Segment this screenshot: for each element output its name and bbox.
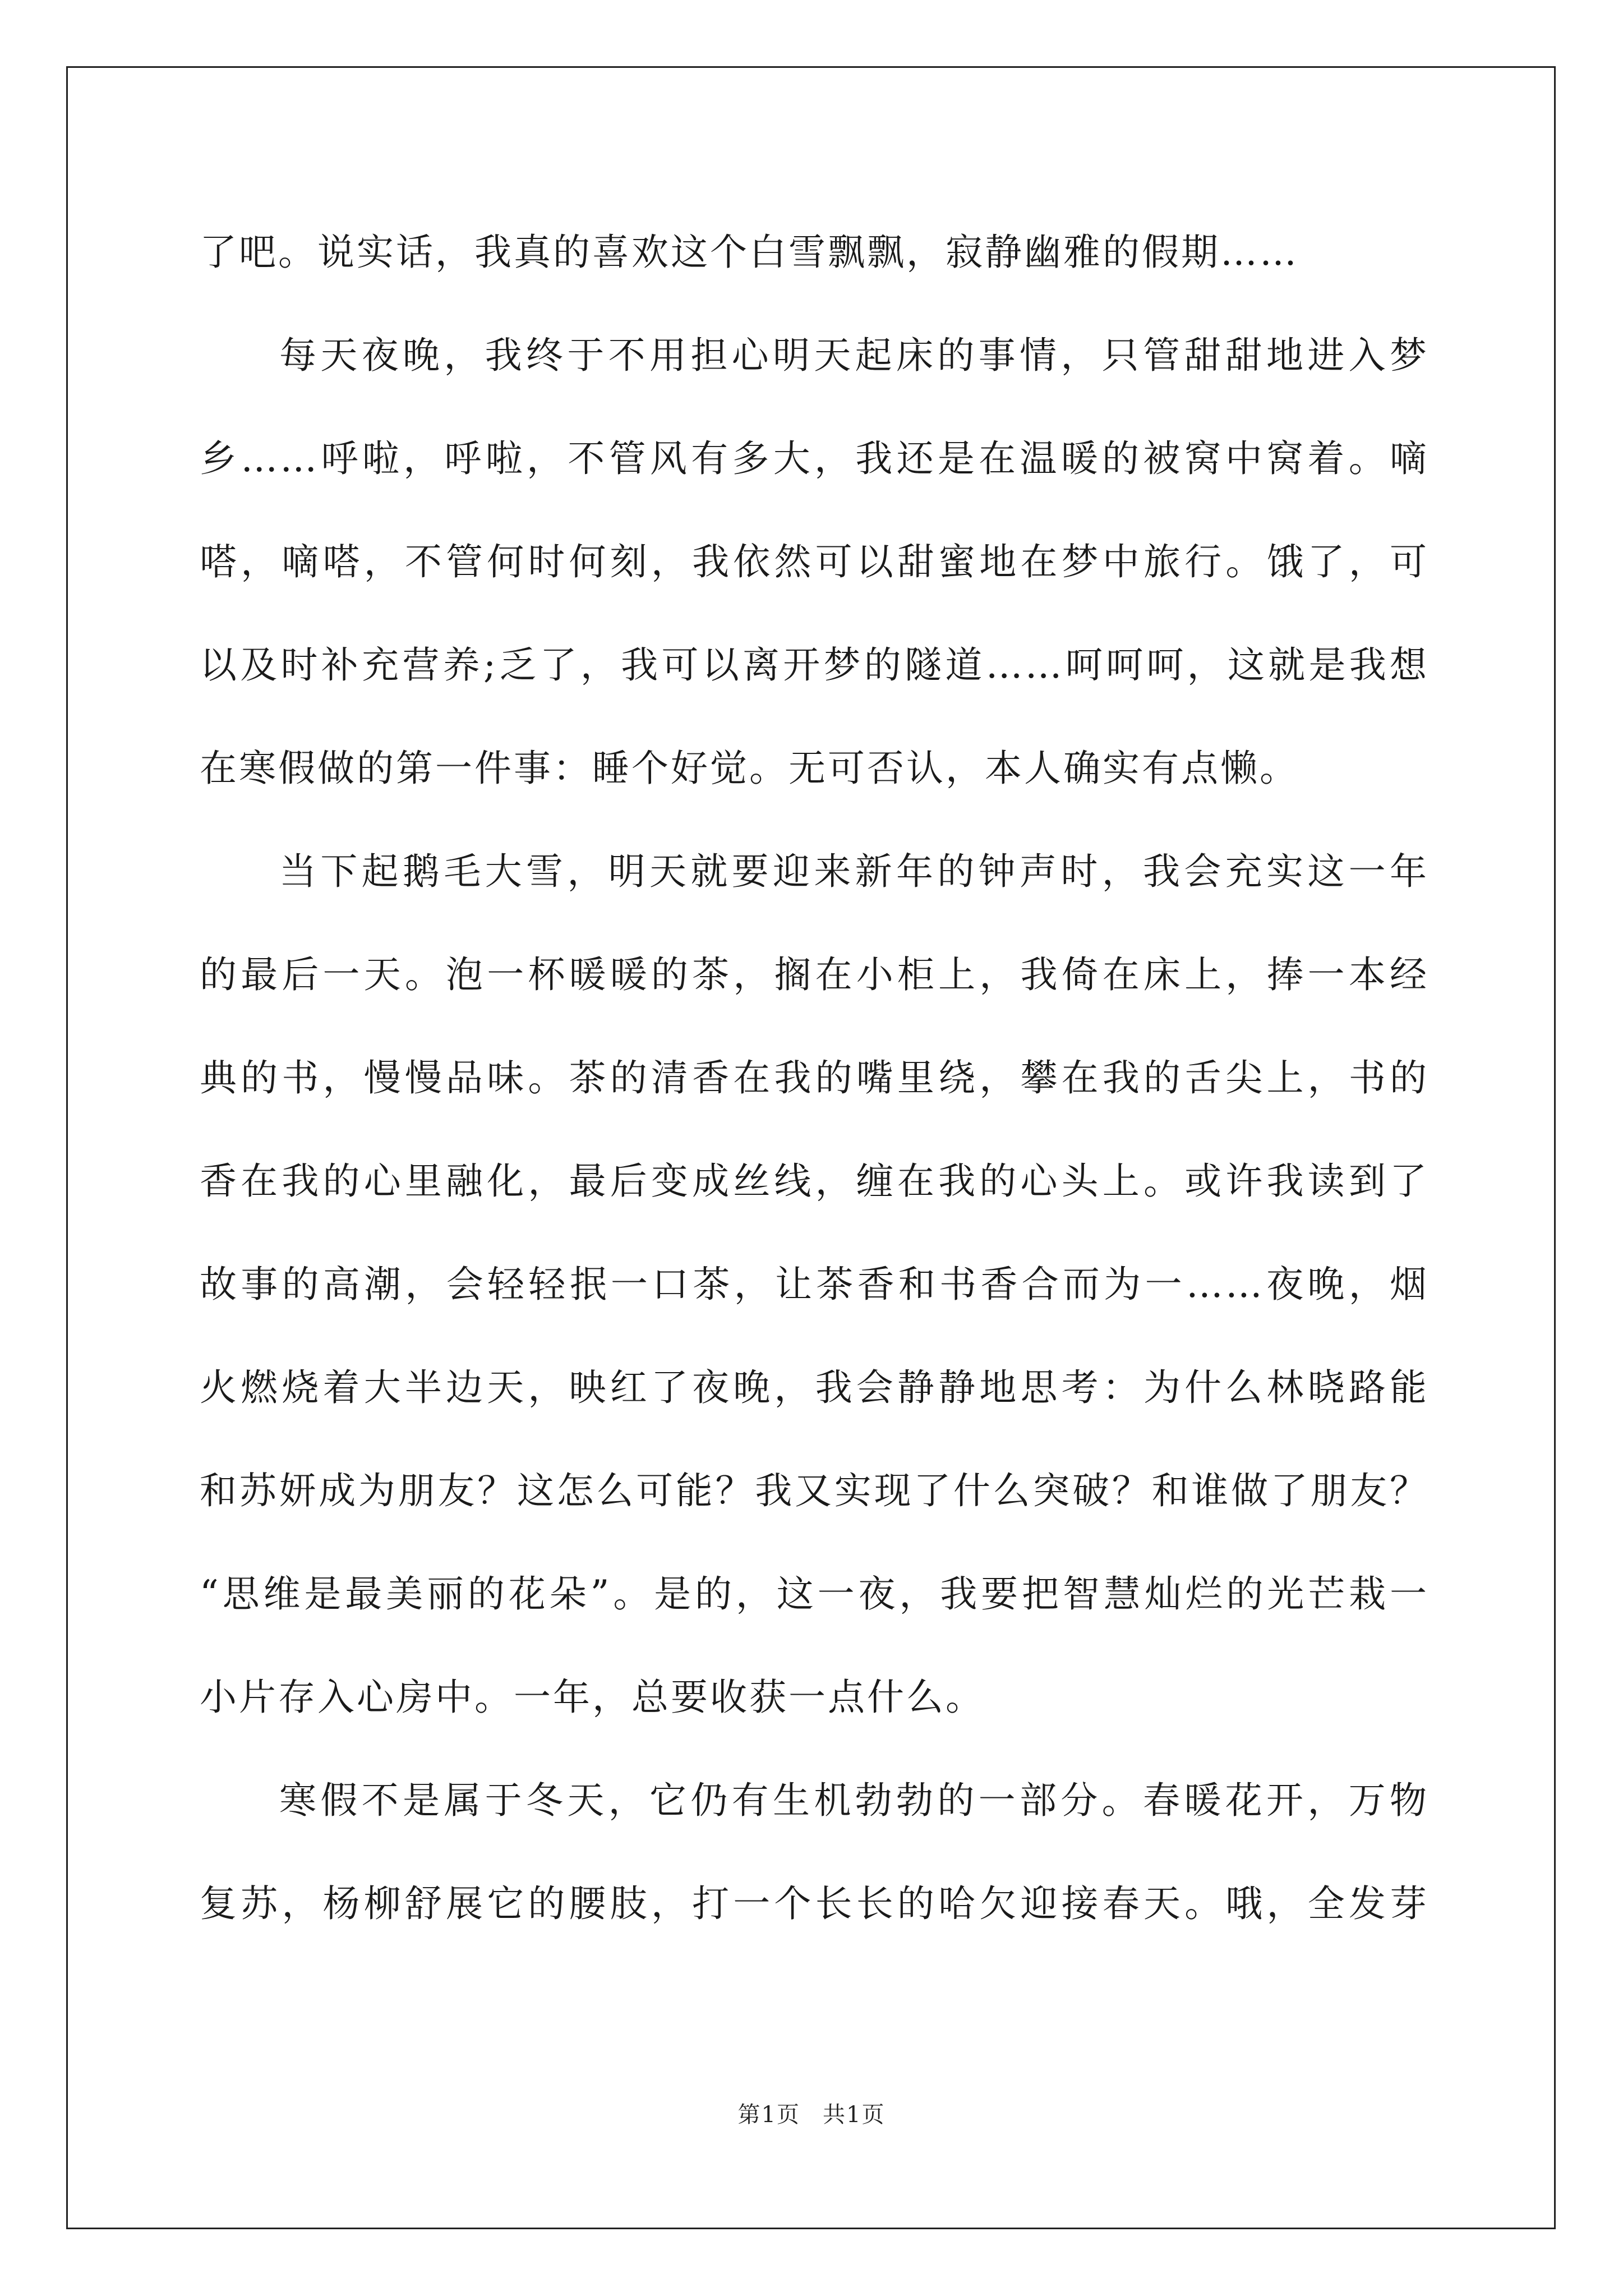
text-line: 的最后一天。泡一杯暖暖的茶，搁在小柜上，我倚在床上，捧一本经 — [200, 953, 1429, 996]
text-line: 当下起鹅毛大雪，明天就要迎来新年的钟声时，我会充实这一年 — [279, 850, 1429, 893]
text-line: 火燃烧着大半边天，映红了夜晚，我会静静地思考：为什么林晓路能 — [200, 1366, 1429, 1409]
text-line: 和苏妍成为朋友？这怎么可能？我又实现了什么突破？和谁做了朋友？ — [200, 1469, 1429, 1512]
page-number: 第1页 — [737, 2102, 800, 2128]
text-line: 故事的高潮，会轻轻抿一口茶，让茶香和书香合而为一……夜晚，烟 — [200, 1263, 1429, 1306]
text-line: “思维是最美丽的花朵”。是的，这一夜，我要把智慧灿烂的光芒栽一 — [200, 1572, 1429, 1616]
text-line: 乡……呼啦，呼啦，不管风有多大，我还是在温暖的被窝中窝着。嘀 — [200, 437, 1429, 480]
text-line: 在寒假做的第一件事：睡个好觉。无可否认，本人确实有点懒。 — [200, 747, 1299, 790]
text-line: 香在我的心里融化，最后变成丝线，缠在我的心头上。或许我读到了 — [200, 1159, 1429, 1203]
text-line: 每天夜晚，我终于不用担心明天起床的事情，只管甜甜地进入梦 — [279, 334, 1429, 377]
text-line: 寒假不是属于冬天，它仍有生机勃勃的一部分。春暖花开，万物 — [279, 1779, 1429, 1822]
document-body — [200, 219, 1429, 1973]
text-line: 了吧。说实话，我真的喜欢这个白雪飘飘，寂静幽雅的假期…… — [200, 231, 1299, 274]
text-line: 小片存入心房中。一年，总要收获一点什么。 — [200, 1676, 985, 1719]
page-total: 共1页 — [823, 2102, 886, 2128]
text-line: 以及时补充营养;乏了，我可以离开梦的隧道……呵呵呵，这就是我想 — [200, 643, 1429, 687]
page-footer — [0, 2097, 1623, 2129]
text-line: 复苏，杨柳舒展它的腰肢，打一个长长的哈欠迎接春天。哦，全发芽 — [200, 1882, 1429, 1925]
text-line: 典的书，慢慢品味。茶的清香在我的嘴里绕，攀在我的舌尖上，书的 — [200, 1056, 1429, 1099]
text-line: 嗒，嘀嗒，不管何时何刻，我依然可以甜蜜地在梦中旅行。饿了，可 — [200, 540, 1429, 583]
